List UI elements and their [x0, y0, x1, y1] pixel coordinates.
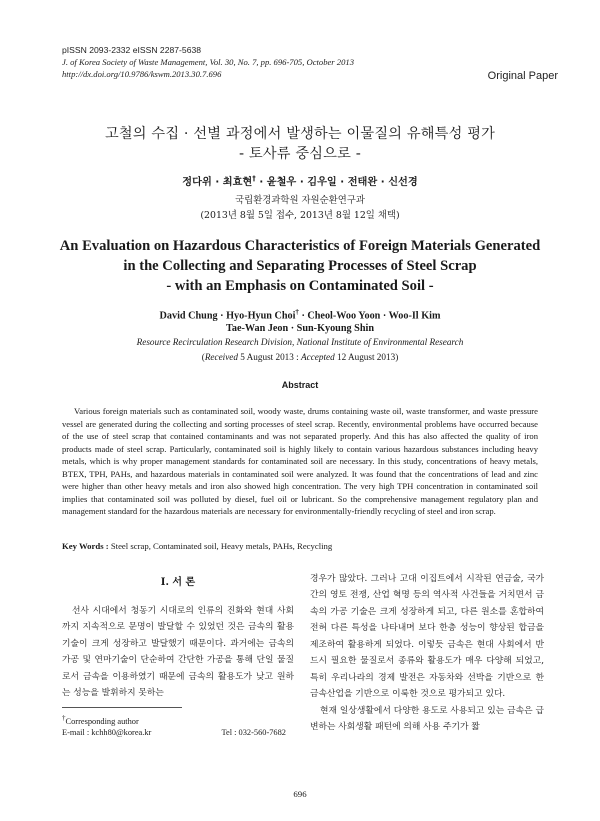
keywords-list: Steel scrap, Contaminated soil, Heavy metals, PAHs, Recycling: [108, 541, 333, 551]
issn-line: pISSN 2093-2332 eISSN 2287-5638: [62, 45, 202, 55]
footnote-rule: [62, 707, 182, 708]
doi-link[interactable]: http://dx.doi.org/10.9786/kswm.2013.30.7.696: [62, 69, 222, 79]
author-email[interactable]: E-mail : kchh80@korea.kr: [62, 728, 152, 737]
body-paragraph-left: 선사 시대에서 청동기 시대로의 인류의 진화와 현대 사회까지 지속적으로 문명이 발달할 수 있었던 것은 금속의 활용기술이 크게 성장하고 발달했기 때문이다. 과거에는 금속의 가공 및 연마기술이 단순하여 간단한 가공을 통해 단일 물질로서 금속을 이용하였기 때문에 금속의 활용도가 낮고 원하는 성능을 발휘하지 못하는: [62, 606, 294, 699]
journal-header: [62, 44, 354, 80]
accepted-label: Accepted: [301, 352, 335, 362]
body-paragraph-right-2: 현재 일상생활에서 다양한 용도로 사용되고 있는 금속은 급변하는 사회생활 패턴에 의해 사용 주기가 짧: [310, 705, 544, 733]
english-authors: [30, 306, 570, 335]
footnote-contact: [62, 728, 286, 737]
page-number: 696: [293, 789, 307, 799]
footnote-mark: †: [62, 714, 66, 722]
english-title: [30, 236, 570, 296]
body-paragraph-right-1: 경우가 많았다. 그러나 고대 이집트에서 시작된 연금술, 국가 간의 영토 전쟁, 산업 혁명 등의 역사적 사건들을 거치면서 금속의 가공 기술은 크게 성장하게 되고, 다른 원소를 혼합하여 전혀 다른 특성을 나타내며 보다 한층 성능이 향상된 합금을 제조하여 활용하게 되었다. 이렇듯 금속은 현대 사회에서 반드시 필요한 물질로서 종류와 활용도가 매우 다양해 되었고, 특히 우리나라의 경제 발전은 자동차와 선박을 기반으로 한 금속산업을 기반으로 이룩한 것으로 평가되고 있다.: [310, 574, 544, 700]
journal-citation: J. of Korea Society of Waste Management, Vol. 30, No. 7, pp. 696-705, October 2013: [62, 57, 354, 67]
english-authors-line2: Tae-Wan Jeon · Sun-Kyoung Shin: [226, 323, 374, 335]
korean-authors-part1: 정다위 · 최효현: [182, 177, 253, 188]
received-label: Received: [204, 352, 238, 362]
received-date: 5 August 2013 :: [237, 352, 302, 362]
abstract-heading: Abstract: [281, 380, 319, 390]
english-authors-part1: David Chung · Hyo-Hyun Choi: [159, 310, 296, 322]
korean-affiliation: 국립환경과학원 자원순환연구과: [235, 195, 365, 206]
corresponding-mark-en: †: [295, 308, 299, 316]
corresponding-mark: †: [252, 174, 256, 183]
english-title-line3: - with an Emphasis on Contaminated Soil -: [166, 278, 434, 294]
korean-authors: [40, 173, 560, 188]
english-dates: (Received 5 August 2013 : Accepted 12 August 2013): [201, 352, 399, 362]
keywords: [62, 541, 542, 551]
korean-title-line2: - 토사류 중심으로 -: [238, 146, 362, 162]
english-title-line1: An Evaluation on Hazardous Characteristics of Foreign Materials Generated: [59, 238, 541, 254]
section-heading-introduction: I. 서 론: [160, 577, 196, 588]
article-type-label: Original Paper: [487, 70, 558, 82]
english-title-line2: in the Collecting and Separating Processes of Steel Scrap: [123, 258, 477, 274]
korean-title: [40, 124, 560, 164]
corresponding-author-label: Corresponding author: [65, 716, 139, 726]
footnote-corresponding: [62, 712, 139, 728]
english-affiliation: Resource Recirculation Research Division, National Institute of Environmental Research: [136, 337, 464, 347]
korean-dates: (2013년 8월 5일 접수, 2013년 8월 12일 채택): [200, 210, 400, 221]
body-column-right: [310, 571, 544, 736]
korean-authors-part2: · 윤철우 · 김우일 · 전태완 · 신선경: [255, 177, 418, 188]
keywords-label: Key Words :: [62, 541, 109, 551]
abstract-text: Various foreign materials such as contaminated soil, woody waste, drums containing waste oil, waste transformer, and waste pressure vessel are generated during the collecting and sorting processes of steel scrap. Recently, environmental problems have occurred because of the use of steel scrap that contained contaminants and was not separated properly. And this has also affected the quality of iron products made of steel scrap. Particularly, contaminated soil is highly likely to contain various hazardous substances including heavy metals, which is why proper management standards for contaminated soil are necessary. In this study, concentrations of heavy metals, BTEX, TPH, PAHs, and hazardous materials in contaminated soil were analyzed. It was found that the concentrations of lead and zinc were higher than other heavy metals and iron also showed high concentration. The very high TPH concentration in contaminated soil implies that contaminated soil was polluted by diesel, fuel oil or lubricant. So the comprehensive management regulatory plan and management standard for the hazardous materials are necessary for environmentally-friendly recycling of steel and iron scrap.: [62, 406, 538, 517]
korean-title-line1: 고철의 수집 · 선별 과정에서 발생하는 이물질의 유해특성 평가: [104, 126, 496, 142]
accepted-date: 12 August 2013: [334, 352, 396, 362]
english-authors-part2: · Cheol-Woo Yoon · Woo-Il Kim: [298, 310, 441, 322]
author-tel: Tel : 032-560-7682: [221, 728, 286, 737]
